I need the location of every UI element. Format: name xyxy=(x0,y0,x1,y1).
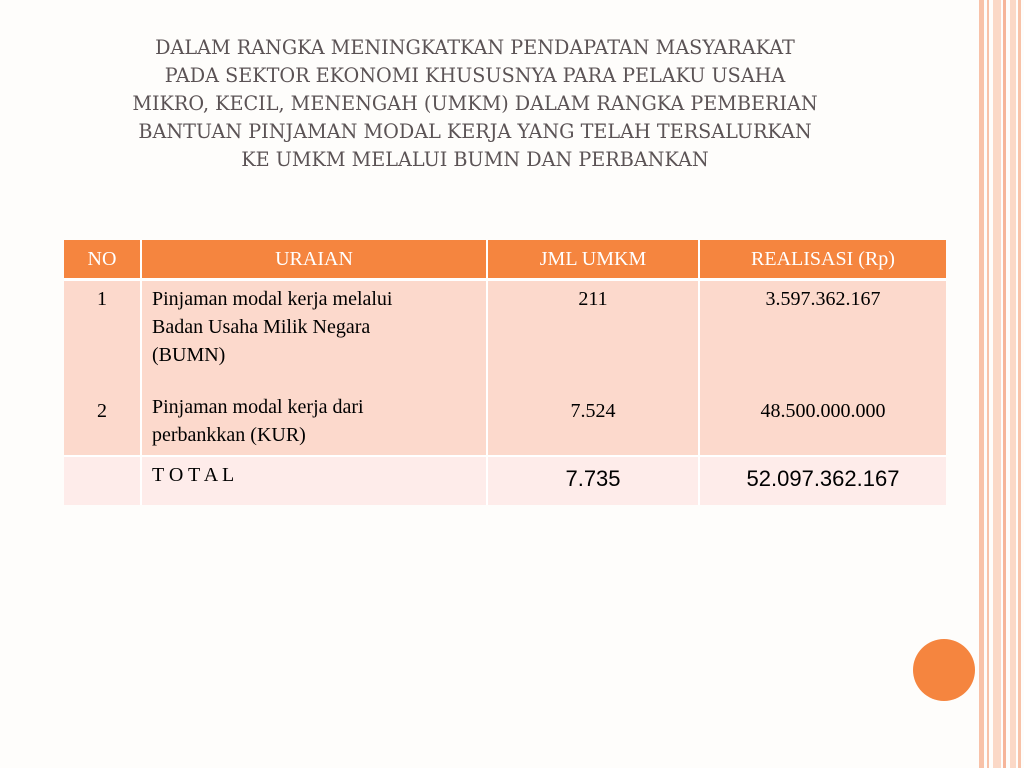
title-line: DALAM RANGKA MENINGKATKAN PENDAPATAN MASYARAKAT xyxy=(155,36,795,59)
decor-stripe xyxy=(1010,0,1016,768)
row-description xyxy=(152,393,480,449)
total-row xyxy=(64,456,946,505)
header-no: NO xyxy=(64,240,141,280)
no-cell xyxy=(64,280,141,457)
umkm-count: 211 xyxy=(578,288,608,310)
total-label: T O T A L xyxy=(141,456,487,505)
decor-stripe xyxy=(1018,0,1021,768)
header-jml-umkm: JML UMKM xyxy=(487,240,699,280)
decor-stripe xyxy=(987,0,989,768)
description-line: (BUMN) xyxy=(152,344,226,366)
umkm-count: 7.524 xyxy=(570,400,616,422)
title-line: KE UMKM MELALUI BUMN DAN PERBANKAN xyxy=(241,148,709,171)
decor-stripe xyxy=(979,0,984,768)
description-line: perbankkan (KUR) xyxy=(152,424,306,446)
row-number: 1 xyxy=(97,288,107,310)
description-line: Pinjaman modal kerja dari xyxy=(152,396,364,418)
decor-stripe xyxy=(993,0,1001,768)
header-realisasi: REALISASI (Rp) xyxy=(699,240,946,280)
title-line: MIKRO, KECIL, MENENGAH (UMKM) DALAM RANGKA PEMBERIAN xyxy=(132,92,818,115)
row-number: 2 xyxy=(97,400,107,422)
description-line: Badan Usaha Milik Negara xyxy=(152,316,371,338)
slide-title xyxy=(60,34,890,174)
description-line: Pinjaman modal kerja melalui xyxy=(152,288,393,310)
uraian-cell xyxy=(141,280,487,457)
realisasi-amount: 48.500.000.000 xyxy=(760,400,886,422)
total-umkm-count: 7.735 xyxy=(487,456,699,505)
table-header-row xyxy=(64,240,946,280)
decorative-circle xyxy=(913,639,975,701)
table-row xyxy=(64,280,946,457)
title-line: PADA SEKTOR EKONOMI KHUSUSNYA PARA PELAKU USAHA xyxy=(164,64,786,87)
total-no-cell xyxy=(64,456,141,505)
realisasi-cell xyxy=(699,280,946,457)
decor-stripe xyxy=(1003,0,1006,768)
title-line: BANTUAN PINJAMAN MODAL KERJA YANG TELAH TERSALURKAN xyxy=(138,120,812,143)
total-realisasi-amount: 52.097.362.167 xyxy=(699,456,946,505)
realisasi-amount: 3.597.362.167 xyxy=(765,288,881,310)
row-description xyxy=(152,285,480,369)
header-uraian: URAIAN xyxy=(141,240,487,280)
umkm-loan-table xyxy=(64,240,946,505)
jml-umkm-cell xyxy=(487,280,699,457)
